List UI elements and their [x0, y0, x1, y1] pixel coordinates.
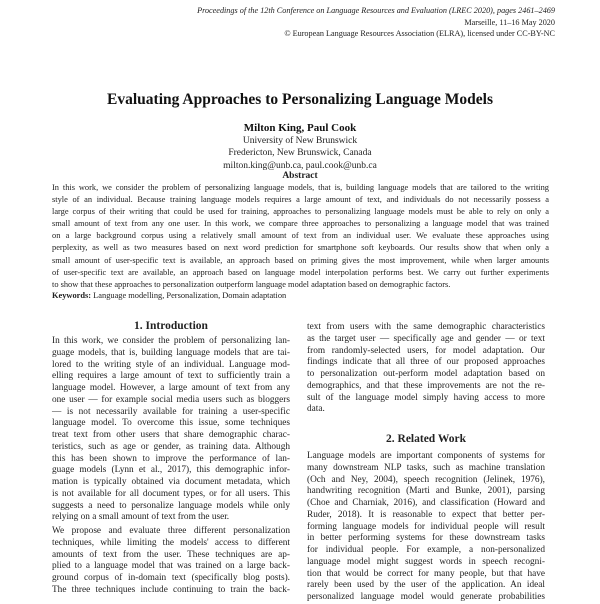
text-line: language model. To overcome this issue, some techniques: [52, 418, 290, 429]
text-line: ground corpus of in-domain text (specifically blog posts).: [52, 573, 290, 583]
text-line: tion that would be correct for many people, but that have: [307, 568, 545, 579]
author-emails: milton.king@unb.ca, paul.cook@unb.ca: [223, 160, 377, 171]
text-line: lored to the writing style of an individual. Language mod-: [52, 359, 290, 370]
text-line: findings indicate that all three of our proposed approaches: [307, 357, 545, 368]
text-line: In this work, we consider the problem of personalizing lan-: [52, 336, 290, 346]
text-line: this has been shown to improve the performance of lan-: [52, 453, 290, 464]
text-line: rarely been used by the user of the application. An ideal: [307, 580, 545, 591]
text-line: large corpus of their writing that could be used for training, approaches to personalizing language models must be able to rely on only a: [52, 207, 549, 217]
right-column: [307, 322, 545, 416]
location-line: Marseille, 11–16 May 2020: [464, 17, 555, 27]
section-heading-related-work: 2. Related Work: [386, 433, 466, 445]
related-work-body: [307, 451, 545, 604]
text-line: plied to a language model that was trained on a large back-: [52, 561, 290, 572]
text-line: forming language models for individual people will result: [307, 521, 545, 532]
text-line: to show that these approaches to personalization outperform language model adaptation based on demographic factors.: [52, 279, 451, 289]
text-line: many downstream NLP tasks, such as machine translation: [307, 462, 545, 473]
text-line: in better performing systems for these downstream tasks: [307, 533, 545, 544]
text-line: We propose and evaluate three different personalization: [52, 526, 290, 536]
text-line: one user — for example social media users such as bloggers: [52, 394, 290, 405]
text-line: on a large background corpus using a relatively small amount of text from an individual user. We evaluate these approaches using: [52, 231, 549, 241]
text-line: is not available for all document types, or for all users. This: [52, 488, 290, 499]
text-line: — is not necessarily available for training a user-specific: [52, 406, 290, 417]
text-line: amounts of text from the user. These techniques are ap-: [52, 549, 290, 560]
text-line: elling requires a large amount of text to sufficiently train a: [52, 371, 290, 382]
affiliation: University of New Brunswick: [242, 136, 358, 146]
text-line: data.: [307, 404, 325, 415]
text-line: teristics, such as age or gender, as training data. Although: [52, 441, 290, 452]
text-line: Language models are important components of systems for: [307, 451, 545, 461]
text-line: In this work, we consider the problem of personalizing language models, that is, building language models that are tailored to the writing: [52, 183, 549, 192]
abstract-body: [52, 182, 549, 291]
paper-title: Evaluating Approaches to Personalizing Language Models: [107, 91, 493, 108]
text-line: for individual people. For example, a non-personalized: [307, 545, 545, 555]
text-line: perplexity, as well as two measures based on next word prediction for smartphone soft keyboards. Our results show that when only a: [52, 243, 549, 253]
text-line: personalized language model would generate probabilities: [307, 592, 545, 602]
text-line: guage models, that is, building language models that are tai-: [52, 347, 290, 358]
text-line: Ruder, 2018). It is reasonable to expect that better per-: [307, 509, 545, 520]
text-line: The three techniques include continuing to train the back-: [52, 584, 290, 595]
abstract-heading: Abstract: [282, 171, 318, 181]
copyright-line: © European Language Resources Association (ELRA), licensed under CC-BY-NC: [284, 29, 555, 38]
text-line: treat text from other users that share demographic charac-: [52, 430, 290, 440]
text-line: as the target user — specifically age and gender — or text: [307, 333, 545, 344]
text-line: from randomly-selected users, for model adaptation. Our: [307, 345, 545, 356]
text-line: (Och and Ney, 2004), speech recognition (Jelinek, 1976),: [307, 474, 545, 485]
author-block: [0, 122, 600, 172]
text-line: language model might suggest words in speech recogni-: [307, 556, 545, 567]
text-line: to personalization out-perform model adaptation based on: [307, 369, 545, 379]
text-line: (Choe and Charniak, 2016), and classification (Howard and: [307, 498, 545, 508]
text-line: language model. However, a large amount of text from any: [52, 383, 290, 393]
left-column: [52, 336, 290, 597]
author-names: Milton King, Paul Cook: [243, 122, 357, 134]
text-line: small amount of text from any one user. In this work, we compare three approaches to personalizing a language model that was trained: [52, 219, 549, 229]
text-line: text from users with the same demographic characteristics: [307, 322, 545, 332]
affiliation-location: Fredericton, New Brunswick, Canada: [228, 148, 372, 159]
text-line: small amount of user-specific text is available, an approach based on priming gives the most improvement, while when larger amounts: [52, 255, 549, 265]
text-line: techniques, while limiting the models' access to different: [52, 537, 290, 548]
text-line: relying on a small amount of text from the user.: [52, 512, 230, 523]
text-line: of user-specific text are available, an approach based on language model interpolation performs best. We carry out further experiments: [52, 267, 549, 277]
section-heading-introduction: 1. Introduction: [134, 320, 208, 332]
text-line: handwriting recognition (Marti and Bunke, 2001), parsing: [307, 486, 545, 497]
proceedings-line: Proceedings of the 12th Conference on Language Resources and Evaluation (LREC 2020), pages 2461–2469: [197, 6, 555, 15]
text-line: mation is typically obtained via document metadata, which: [52, 477, 290, 487]
keywords-label: Keywords:: [52, 291, 92, 300]
page-header: [197, 5, 555, 40]
text-line: guage models (Lynn et al., 2017), this demographic infor-: [52, 465, 290, 476]
text-line: demographics, and that these improvements are not the re-: [307, 380, 545, 391]
text-line: suggests a need to personalize language models while only: [52, 500, 290, 511]
text-line: sult of the language model simply having access to more: [307, 392, 545, 403]
keywords: [52, 291, 286, 300]
text-line: style of an individual. Because training language models requires a large amount of text, and individuals do not necessarily possess a: [52, 195, 549, 205]
keywords-value: Language modelling, Personalization, Domain adaptation: [91, 291, 287, 300]
